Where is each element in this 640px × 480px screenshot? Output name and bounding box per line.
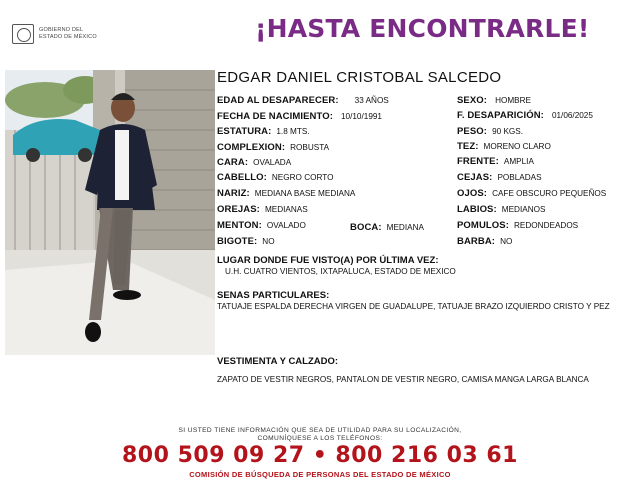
field-value: NO <box>262 237 275 246</box>
clothing-value: ZAPATO DE VESTIR NEGROS, PANTALON DE VESTIR NEGRO, CAMISA MANGA LARGA BLANCA <box>217 375 589 384</box>
field-orejas <box>217 205 308 215</box>
field-value: 1.8 MTS. <box>276 127 310 136</box>
field-ojos <box>457 189 606 199</box>
field-value: 01/06/2025 <box>551 111 593 120</box>
last-seen-value: U.H. CUATRO VIENTOS, IXTAPALUCA, ESTADO DE MEXICO <box>225 267 456 276</box>
field-label: BARBA: <box>457 236 496 247</box>
field-estatura <box>217 127 310 137</box>
field-value: MEDIANA <box>386 223 424 232</box>
field-value: MEDIANA BASE MEDIANA <box>254 189 356 198</box>
field-label: COMPLEXION: <box>217 142 286 153</box>
field-value: 33 AÑOS <box>354 96 389 105</box>
field-label: BOCA: <box>350 222 382 233</box>
field-value: POBLADAS <box>497 173 542 182</box>
field-bigote <box>217 237 275 247</box>
field-value: REDONDEADOS <box>514 221 579 230</box>
field-value: NO <box>500 237 513 246</box>
field-label: EDAD AL DESAPARECER: <box>217 95 339 106</box>
info-line-2: COMUNÍQUESE A LOS TELÉFONOS: <box>257 435 383 442</box>
marks-value: TATUAJE ESPALDA DERECHA VIRGEN DE GUADALUPE, TATUAJE BRAZO IZQUIERDO CRISTO Y PEZ <box>217 302 610 311</box>
last-seen-label: LUGAR DONDE FUE VISTO(A) POR ÚLTIMA VEZ: <box>217 255 439 266</box>
field-value: OVALADA <box>253 158 292 167</box>
field-boca <box>350 223 424 233</box>
field-value: MEDIANAS <box>264 205 308 214</box>
government-logo <box>12 24 122 46</box>
field-value: HOMBRE <box>495 96 531 105</box>
field-label: CARA: <box>217 157 249 168</box>
field-value: OVALADO <box>266 221 306 230</box>
field-pomulos <box>457 221 578 231</box>
field-label: F. DESAPARICIÓN: <box>457 110 544 121</box>
info-line-1: SI USTED TIENE INFORMACIÓN QUE SEA DE UTILIDAD PARA SU LOCALIZACIÓN, <box>178 427 462 434</box>
field-label: FECHA DE NACIMIENTO: <box>217 111 333 122</box>
person-name: EDGAR DANIEL CRISTOBAL SALCEDO <box>217 69 502 86</box>
clothing-label: VESTIMENTA Y CALZADO: <box>217 356 339 367</box>
field-barba <box>457 237 512 247</box>
field-peso <box>457 127 523 137</box>
field-label: SEXO: <box>457 95 488 106</box>
field-tez <box>457 142 551 152</box>
field-value: 10/10/1991 <box>341 112 382 121</box>
field-fecha-nacimiento <box>217 112 382 122</box>
field-label: BIGOTE: <box>217 236 258 247</box>
field-label: ESTATURA: <box>217 126 272 137</box>
field-edad <box>217 96 389 106</box>
logo-text <box>39 27 97 41</box>
field-value: CAFE OBSCURO PEQUEÑOS <box>492 189 607 198</box>
field-nariz <box>217 189 355 199</box>
field-cabello <box>217 173 333 183</box>
field-label: POMULOS: <box>457 220 509 231</box>
commission-name: COMISIÓN DE BÚSQUEDA DE PERSONAS DEL ESTADO DE MÉXICO <box>189 470 451 479</box>
field-f-desaparicion <box>457 111 593 121</box>
field-value: ROBUSTA <box>290 143 330 152</box>
missing-person-photo <box>5 70 215 355</box>
state-seal-icon <box>12 24 34 44</box>
field-label: OREJAS: <box>217 204 260 215</box>
field-label: TEZ: <box>457 141 479 152</box>
field-labios <box>457 205 545 215</box>
logo-line-2: ESTADO DE MÉXICO <box>39 34 97 40</box>
field-menton <box>217 221 306 231</box>
field-value: AMPLIA <box>503 157 534 166</box>
field-label: CEJAS: <box>457 172 493 183</box>
marks-label: SENAS PARTICULARES: <box>217 290 330 301</box>
field-complexion <box>217 143 329 153</box>
field-value: MORENO CLARO <box>483 142 551 151</box>
headline: ¡HASTA ENCONTRARLE! <box>255 14 590 43</box>
field-value: 90 KGS. <box>492 127 524 136</box>
field-value: MEDIANOS <box>501 205 546 214</box>
field-cara <box>217 158 291 168</box>
field-cejas <box>457 173 542 183</box>
field-sexo <box>457 96 531 106</box>
field-label: CABELLO: <box>217 172 267 183</box>
field-label: LABIOS: <box>457 204 497 215</box>
field-label: MENTON: <box>217 220 262 231</box>
phone-numbers: 800 509 09 27 • 800 216 03 61 <box>122 443 518 468</box>
field-label: OJOS: <box>457 188 488 199</box>
field-value: NEGRO CORTO <box>271 173 334 182</box>
field-label: FRENTE: <box>457 156 499 167</box>
field-label: PESO: <box>457 126 488 137</box>
field-label: NARIZ: <box>217 188 250 199</box>
field-frente <box>457 157 534 167</box>
logo-line-1: GOBIERNO DEL <box>39 27 84 33</box>
